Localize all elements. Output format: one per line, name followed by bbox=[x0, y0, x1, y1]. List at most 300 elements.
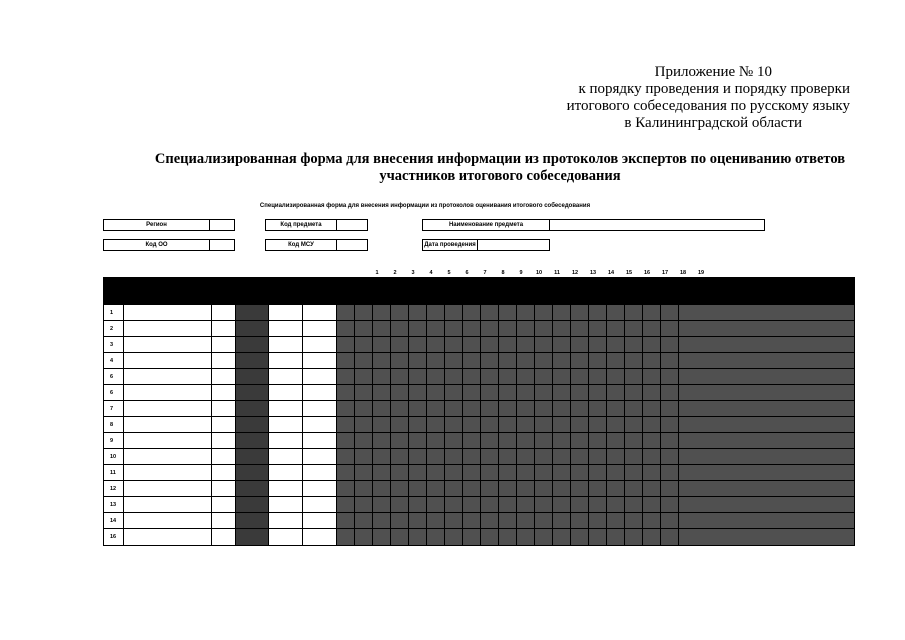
score-cell[interactable] bbox=[553, 337, 571, 352]
score-cell[interactable] bbox=[355, 321, 373, 336]
participant-cell[interactable] bbox=[124, 529, 212, 545]
score-cell[interactable] bbox=[481, 337, 499, 352]
option-cell[interactable] bbox=[212, 497, 236, 512]
score-cell[interactable] bbox=[463, 353, 481, 368]
score-cell[interactable] bbox=[427, 353, 445, 368]
input-cell[interactable] bbox=[269, 401, 303, 416]
score-cell[interactable] bbox=[409, 529, 427, 545]
score-cell[interactable] bbox=[625, 321, 643, 336]
score-cell[interactable] bbox=[445, 449, 463, 464]
score-cell[interactable] bbox=[499, 465, 517, 480]
total-cell[interactable] bbox=[679, 305, 854, 320]
score-cell[interactable] bbox=[355, 417, 373, 432]
score-cell[interactable] bbox=[517, 417, 535, 432]
score-cell[interactable] bbox=[355, 481, 373, 496]
score-cell[interactable] bbox=[661, 417, 679, 432]
input-cell[interactable] bbox=[303, 369, 337, 384]
score-cell[interactable] bbox=[481, 353, 499, 368]
score-cell[interactable] bbox=[571, 321, 589, 336]
score-cell[interactable] bbox=[535, 369, 553, 384]
score-cell[interactable] bbox=[571, 417, 589, 432]
score-cell[interactable] bbox=[589, 465, 607, 480]
score-cell[interactable] bbox=[445, 433, 463, 448]
score-cell[interactable] bbox=[625, 401, 643, 416]
score-cell[interactable] bbox=[337, 449, 355, 464]
score-cell[interactable] bbox=[463, 321, 481, 336]
score-cell[interactable] bbox=[355, 401, 373, 416]
score-cell[interactable] bbox=[463, 481, 481, 496]
score-cell[interactable] bbox=[337, 305, 355, 320]
score-cell[interactable] bbox=[355, 465, 373, 480]
score-cell[interactable] bbox=[571, 385, 589, 400]
total-cell[interactable] bbox=[679, 465, 854, 480]
score-cell[interactable] bbox=[499, 353, 517, 368]
score-cell[interactable] bbox=[607, 353, 625, 368]
score-cell[interactable] bbox=[625, 465, 643, 480]
total-cell[interactable] bbox=[679, 385, 854, 400]
score-cell[interactable] bbox=[463, 529, 481, 545]
msu-code-value[interactable] bbox=[337, 240, 367, 250]
score-cell[interactable] bbox=[445, 465, 463, 480]
score-cell[interactable] bbox=[553, 353, 571, 368]
score-cell[interactable] bbox=[355, 337, 373, 352]
score-cell[interactable] bbox=[337, 417, 355, 432]
option-cell[interactable] bbox=[212, 513, 236, 528]
score-cell[interactable] bbox=[427, 305, 445, 320]
score-cell[interactable] bbox=[535, 321, 553, 336]
score-cell[interactable] bbox=[355, 529, 373, 545]
score-cell[interactable] bbox=[373, 513, 391, 528]
score-cell[interactable] bbox=[571, 449, 589, 464]
score-cell[interactable] bbox=[517, 497, 535, 512]
score-cell[interactable] bbox=[463, 417, 481, 432]
score-cell[interactable] bbox=[643, 369, 661, 384]
region-field[interactable] bbox=[103, 219, 235, 231]
score-cell[interactable] bbox=[517, 369, 535, 384]
score-cell[interactable] bbox=[427, 417, 445, 432]
participant-cell[interactable] bbox=[124, 481, 212, 496]
score-cell[interactable] bbox=[481, 401, 499, 416]
participant-cell[interactable] bbox=[124, 433, 212, 448]
score-cell[interactable] bbox=[427, 433, 445, 448]
score-cell[interactable] bbox=[517, 385, 535, 400]
score-cell[interactable] bbox=[373, 417, 391, 432]
input-cell[interactable] bbox=[269, 353, 303, 368]
score-cell[interactable] bbox=[571, 465, 589, 480]
score-cell[interactable] bbox=[535, 529, 553, 545]
score-cell[interactable] bbox=[481, 529, 499, 545]
region-value[interactable] bbox=[210, 220, 234, 230]
score-cell[interactable] bbox=[337, 465, 355, 480]
score-cell[interactable] bbox=[481, 497, 499, 512]
msu-code-field[interactable] bbox=[265, 239, 368, 251]
score-cell[interactable] bbox=[517, 481, 535, 496]
input-cell[interactable] bbox=[269, 385, 303, 400]
score-cell[interactable] bbox=[355, 369, 373, 384]
score-cell[interactable] bbox=[427, 321, 445, 336]
score-cell[interactable] bbox=[589, 449, 607, 464]
score-cell[interactable] bbox=[373, 321, 391, 336]
score-cell[interactable] bbox=[391, 433, 409, 448]
participant-cell[interactable] bbox=[124, 385, 212, 400]
score-cell[interactable] bbox=[607, 401, 625, 416]
score-cell[interactable] bbox=[391, 305, 409, 320]
subject-code-field[interactable] bbox=[265, 219, 368, 231]
input-cell[interactable] bbox=[269, 337, 303, 352]
score-cell[interactable] bbox=[463, 385, 481, 400]
score-cell[interactable] bbox=[391, 513, 409, 528]
input-cell[interactable] bbox=[303, 513, 337, 528]
score-cell[interactable] bbox=[661, 353, 679, 368]
option-cell[interactable] bbox=[212, 353, 236, 368]
participant-cell[interactable] bbox=[124, 497, 212, 512]
score-cell[interactable] bbox=[661, 513, 679, 528]
score-cell[interactable] bbox=[391, 529, 409, 545]
score-cell[interactable] bbox=[463, 513, 481, 528]
score-cell[interactable] bbox=[607, 369, 625, 384]
input-cell[interactable] bbox=[269, 417, 303, 432]
option-cell[interactable] bbox=[212, 417, 236, 432]
score-cell[interactable] bbox=[463, 337, 481, 352]
score-cell[interactable] bbox=[553, 449, 571, 464]
score-cell[interactable] bbox=[481, 385, 499, 400]
score-cell[interactable] bbox=[625, 369, 643, 384]
score-cell[interactable] bbox=[499, 497, 517, 512]
score-cell[interactable] bbox=[535, 433, 553, 448]
score-cell[interactable] bbox=[499, 385, 517, 400]
score-cell[interactable] bbox=[373, 401, 391, 416]
option-cell[interactable] bbox=[212, 321, 236, 336]
score-cell[interactable] bbox=[373, 385, 391, 400]
score-cell[interactable] bbox=[409, 353, 427, 368]
score-cell[interactable] bbox=[643, 465, 661, 480]
input-cell[interactable] bbox=[303, 481, 337, 496]
score-cell[interactable] bbox=[535, 385, 553, 400]
score-cell[interactable] bbox=[373, 497, 391, 512]
score-cell[interactable] bbox=[625, 305, 643, 320]
participant-cell[interactable] bbox=[124, 465, 212, 480]
input-cell[interactable] bbox=[269, 321, 303, 336]
score-cell[interactable] bbox=[427, 481, 445, 496]
score-cell[interactable] bbox=[553, 513, 571, 528]
score-cell[interactable] bbox=[337, 433, 355, 448]
score-cell[interactable] bbox=[391, 481, 409, 496]
score-cell[interactable] bbox=[337, 497, 355, 512]
participant-cell[interactable] bbox=[124, 353, 212, 368]
input-cell[interactable] bbox=[269, 465, 303, 480]
score-cell[interactable] bbox=[535, 305, 553, 320]
score-cell[interactable] bbox=[481, 417, 499, 432]
score-cell[interactable] bbox=[445, 417, 463, 432]
score-cell[interactable] bbox=[427, 529, 445, 545]
score-cell[interactable] bbox=[337, 401, 355, 416]
score-cell[interactable] bbox=[571, 369, 589, 384]
score-cell[interactable] bbox=[553, 385, 571, 400]
score-cell[interactable] bbox=[355, 305, 373, 320]
score-cell[interactable] bbox=[625, 417, 643, 432]
participant-cell[interactable] bbox=[124, 449, 212, 464]
score-cell[interactable] bbox=[589, 385, 607, 400]
score-cell[interactable] bbox=[589, 433, 607, 448]
score-cell[interactable] bbox=[535, 481, 553, 496]
input-cell[interactable] bbox=[269, 513, 303, 528]
input-cell[interactable] bbox=[303, 417, 337, 432]
score-cell[interactable] bbox=[589, 305, 607, 320]
score-cell[interactable] bbox=[391, 337, 409, 352]
score-cell[interactable] bbox=[481, 305, 499, 320]
score-cell[interactable] bbox=[499, 529, 517, 545]
subject-code-value[interactable] bbox=[337, 220, 367, 230]
score-cell[interactable] bbox=[337, 337, 355, 352]
score-cell[interactable] bbox=[553, 417, 571, 432]
score-cell[interactable] bbox=[445, 305, 463, 320]
participant-cell[interactable] bbox=[124, 417, 212, 432]
score-cell[interactable] bbox=[517, 401, 535, 416]
score-cell[interactable] bbox=[661, 529, 679, 545]
score-cell[interactable] bbox=[625, 449, 643, 464]
score-cell[interactable] bbox=[499, 369, 517, 384]
input-cell[interactable] bbox=[269, 449, 303, 464]
score-cell[interactable] bbox=[463, 369, 481, 384]
score-cell[interactable] bbox=[355, 353, 373, 368]
score-cell[interactable] bbox=[661, 385, 679, 400]
score-cell[interactable] bbox=[535, 417, 553, 432]
score-cell[interactable] bbox=[607, 497, 625, 512]
score-cell[interactable] bbox=[499, 433, 517, 448]
score-cell[interactable] bbox=[391, 321, 409, 336]
score-cell[interactable] bbox=[643, 401, 661, 416]
score-cell[interactable] bbox=[553, 369, 571, 384]
score-cell[interactable] bbox=[661, 337, 679, 352]
score-cell[interactable] bbox=[373, 369, 391, 384]
score-cell[interactable] bbox=[607, 337, 625, 352]
score-cell[interactable] bbox=[589, 497, 607, 512]
input-cell[interactable] bbox=[303, 337, 337, 352]
score-cell[interactable] bbox=[625, 385, 643, 400]
total-cell[interactable] bbox=[679, 321, 854, 336]
score-cell[interactable] bbox=[427, 385, 445, 400]
score-cell[interactable] bbox=[589, 321, 607, 336]
score-cell[interactable] bbox=[517, 305, 535, 320]
score-cell[interactable] bbox=[391, 497, 409, 512]
input-cell[interactable] bbox=[269, 497, 303, 512]
score-cell[interactable] bbox=[517, 513, 535, 528]
score-cell[interactable] bbox=[607, 513, 625, 528]
score-cell[interactable] bbox=[355, 433, 373, 448]
score-cell[interactable] bbox=[355, 385, 373, 400]
participant-cell[interactable] bbox=[124, 321, 212, 336]
score-cell[interactable] bbox=[391, 401, 409, 416]
score-cell[interactable] bbox=[337, 321, 355, 336]
score-cell[interactable] bbox=[643, 433, 661, 448]
score-cell[interactable] bbox=[409, 401, 427, 416]
score-cell[interactable] bbox=[643, 417, 661, 432]
score-cell[interactable] bbox=[463, 449, 481, 464]
score-cell[interactable] bbox=[589, 417, 607, 432]
score-cell[interactable] bbox=[517, 449, 535, 464]
score-cell[interactable] bbox=[481, 433, 499, 448]
score-cell[interactable] bbox=[625, 353, 643, 368]
option-cell[interactable] bbox=[212, 529, 236, 545]
score-cell[interactable] bbox=[409, 433, 427, 448]
oo-code-value[interactable] bbox=[210, 240, 234, 250]
participant-cell[interactable] bbox=[124, 337, 212, 352]
option-cell[interactable] bbox=[212, 337, 236, 352]
score-cell[interactable] bbox=[355, 449, 373, 464]
score-cell[interactable] bbox=[355, 497, 373, 512]
score-cell[interactable] bbox=[391, 465, 409, 480]
score-cell[interactable] bbox=[607, 385, 625, 400]
participant-cell[interactable] bbox=[124, 513, 212, 528]
total-cell[interactable] bbox=[679, 449, 854, 464]
score-cell[interactable] bbox=[427, 401, 445, 416]
score-cell[interactable] bbox=[535, 497, 553, 512]
score-cell[interactable] bbox=[607, 305, 625, 320]
score-cell[interactable] bbox=[643, 513, 661, 528]
score-cell[interactable] bbox=[355, 513, 373, 528]
score-cell[interactable] bbox=[553, 497, 571, 512]
input-cell[interactable] bbox=[303, 433, 337, 448]
score-cell[interactable] bbox=[661, 433, 679, 448]
score-cell[interactable] bbox=[481, 321, 499, 336]
score-cell[interactable] bbox=[427, 337, 445, 352]
score-cell[interactable] bbox=[337, 529, 355, 545]
score-cell[interactable] bbox=[607, 529, 625, 545]
score-cell[interactable] bbox=[589, 481, 607, 496]
score-cell[interactable] bbox=[643, 321, 661, 336]
score-cell[interactable] bbox=[337, 369, 355, 384]
subject-name-field[interactable] bbox=[422, 219, 765, 231]
option-cell[interactable] bbox=[212, 369, 236, 384]
score-cell[interactable] bbox=[445, 321, 463, 336]
score-cell[interactable] bbox=[409, 465, 427, 480]
score-cell[interactable] bbox=[589, 369, 607, 384]
score-cell[interactable] bbox=[571, 353, 589, 368]
score-cell[interactable] bbox=[643, 353, 661, 368]
score-cell[interactable] bbox=[517, 529, 535, 545]
score-cell[interactable] bbox=[517, 321, 535, 336]
score-cell[interactable] bbox=[445, 385, 463, 400]
score-cell[interactable] bbox=[661, 465, 679, 480]
score-cell[interactable] bbox=[607, 449, 625, 464]
score-cell[interactable] bbox=[589, 337, 607, 352]
score-cell[interactable] bbox=[625, 433, 643, 448]
score-cell[interactable] bbox=[661, 481, 679, 496]
score-cell[interactable] bbox=[481, 369, 499, 384]
total-cell[interactable] bbox=[679, 513, 854, 528]
score-cell[interactable] bbox=[499, 513, 517, 528]
score-cell[interactable] bbox=[517, 353, 535, 368]
input-cell[interactable] bbox=[303, 305, 337, 320]
score-cell[interactable] bbox=[499, 337, 517, 352]
input-cell[interactable] bbox=[303, 321, 337, 336]
score-cell[interactable] bbox=[409, 305, 427, 320]
option-cell[interactable] bbox=[212, 305, 236, 320]
score-cell[interactable] bbox=[553, 481, 571, 496]
score-cell[interactable] bbox=[427, 465, 445, 480]
score-cell[interactable] bbox=[373, 481, 391, 496]
score-cell[interactable] bbox=[427, 369, 445, 384]
participant-cell[interactable] bbox=[124, 369, 212, 384]
score-cell[interactable] bbox=[463, 433, 481, 448]
score-cell[interactable] bbox=[607, 321, 625, 336]
score-cell[interactable] bbox=[409, 417, 427, 432]
score-cell[interactable] bbox=[463, 465, 481, 480]
score-cell[interactable] bbox=[517, 433, 535, 448]
score-cell[interactable] bbox=[427, 497, 445, 512]
score-cell[interactable] bbox=[373, 465, 391, 480]
score-cell[interactable] bbox=[625, 337, 643, 352]
score-cell[interactable] bbox=[625, 529, 643, 545]
score-cell[interactable] bbox=[571, 433, 589, 448]
score-cell[interactable] bbox=[499, 417, 517, 432]
score-cell[interactable] bbox=[571, 401, 589, 416]
score-cell[interactable] bbox=[661, 497, 679, 512]
score-cell[interactable] bbox=[373, 449, 391, 464]
participant-cell[interactable] bbox=[124, 401, 212, 416]
score-cell[interactable] bbox=[643, 481, 661, 496]
score-cell[interactable] bbox=[499, 449, 517, 464]
score-cell[interactable] bbox=[535, 465, 553, 480]
score-cell[interactable] bbox=[463, 305, 481, 320]
score-cell[interactable] bbox=[535, 337, 553, 352]
score-cell[interactable] bbox=[373, 433, 391, 448]
score-cell[interactable] bbox=[409, 497, 427, 512]
score-cell[interactable] bbox=[643, 305, 661, 320]
score-cell[interactable] bbox=[373, 529, 391, 545]
score-cell[interactable] bbox=[409, 321, 427, 336]
score-cell[interactable] bbox=[571, 305, 589, 320]
score-cell[interactable] bbox=[463, 497, 481, 512]
score-cell[interactable] bbox=[445, 369, 463, 384]
input-cell[interactable] bbox=[303, 529, 337, 545]
score-cell[interactable] bbox=[445, 353, 463, 368]
score-cell[interactable] bbox=[499, 305, 517, 320]
score-cell[interactable] bbox=[607, 433, 625, 448]
total-cell[interactable] bbox=[679, 529, 854, 545]
input-cell[interactable] bbox=[269, 481, 303, 496]
score-cell[interactable] bbox=[499, 481, 517, 496]
score-cell[interactable] bbox=[535, 513, 553, 528]
score-cell[interactable] bbox=[427, 513, 445, 528]
score-cell[interactable] bbox=[553, 529, 571, 545]
score-cell[interactable] bbox=[643, 449, 661, 464]
score-cell[interactable] bbox=[373, 337, 391, 352]
score-cell[interactable] bbox=[607, 465, 625, 480]
score-cell[interactable] bbox=[481, 481, 499, 496]
input-cell[interactable] bbox=[269, 529, 303, 545]
score-cell[interactable] bbox=[661, 449, 679, 464]
option-cell[interactable] bbox=[212, 401, 236, 416]
score-cell[interactable] bbox=[535, 449, 553, 464]
score-cell[interactable] bbox=[643, 385, 661, 400]
score-cell[interactable] bbox=[373, 305, 391, 320]
total-cell[interactable] bbox=[679, 369, 854, 384]
input-cell[interactable] bbox=[303, 401, 337, 416]
score-cell[interactable] bbox=[553, 433, 571, 448]
subject-name-value[interactable] bbox=[550, 220, 764, 230]
score-cell[interactable] bbox=[535, 401, 553, 416]
score-cell[interactable] bbox=[445, 497, 463, 512]
score-cell[interactable] bbox=[337, 385, 355, 400]
score-cell[interactable] bbox=[409, 385, 427, 400]
score-cell[interactable] bbox=[661, 305, 679, 320]
score-cell[interactable] bbox=[391, 449, 409, 464]
score-cell[interactable] bbox=[571, 497, 589, 512]
score-cell[interactable] bbox=[535, 353, 553, 368]
score-cell[interactable] bbox=[553, 401, 571, 416]
score-cell[interactable] bbox=[661, 321, 679, 336]
